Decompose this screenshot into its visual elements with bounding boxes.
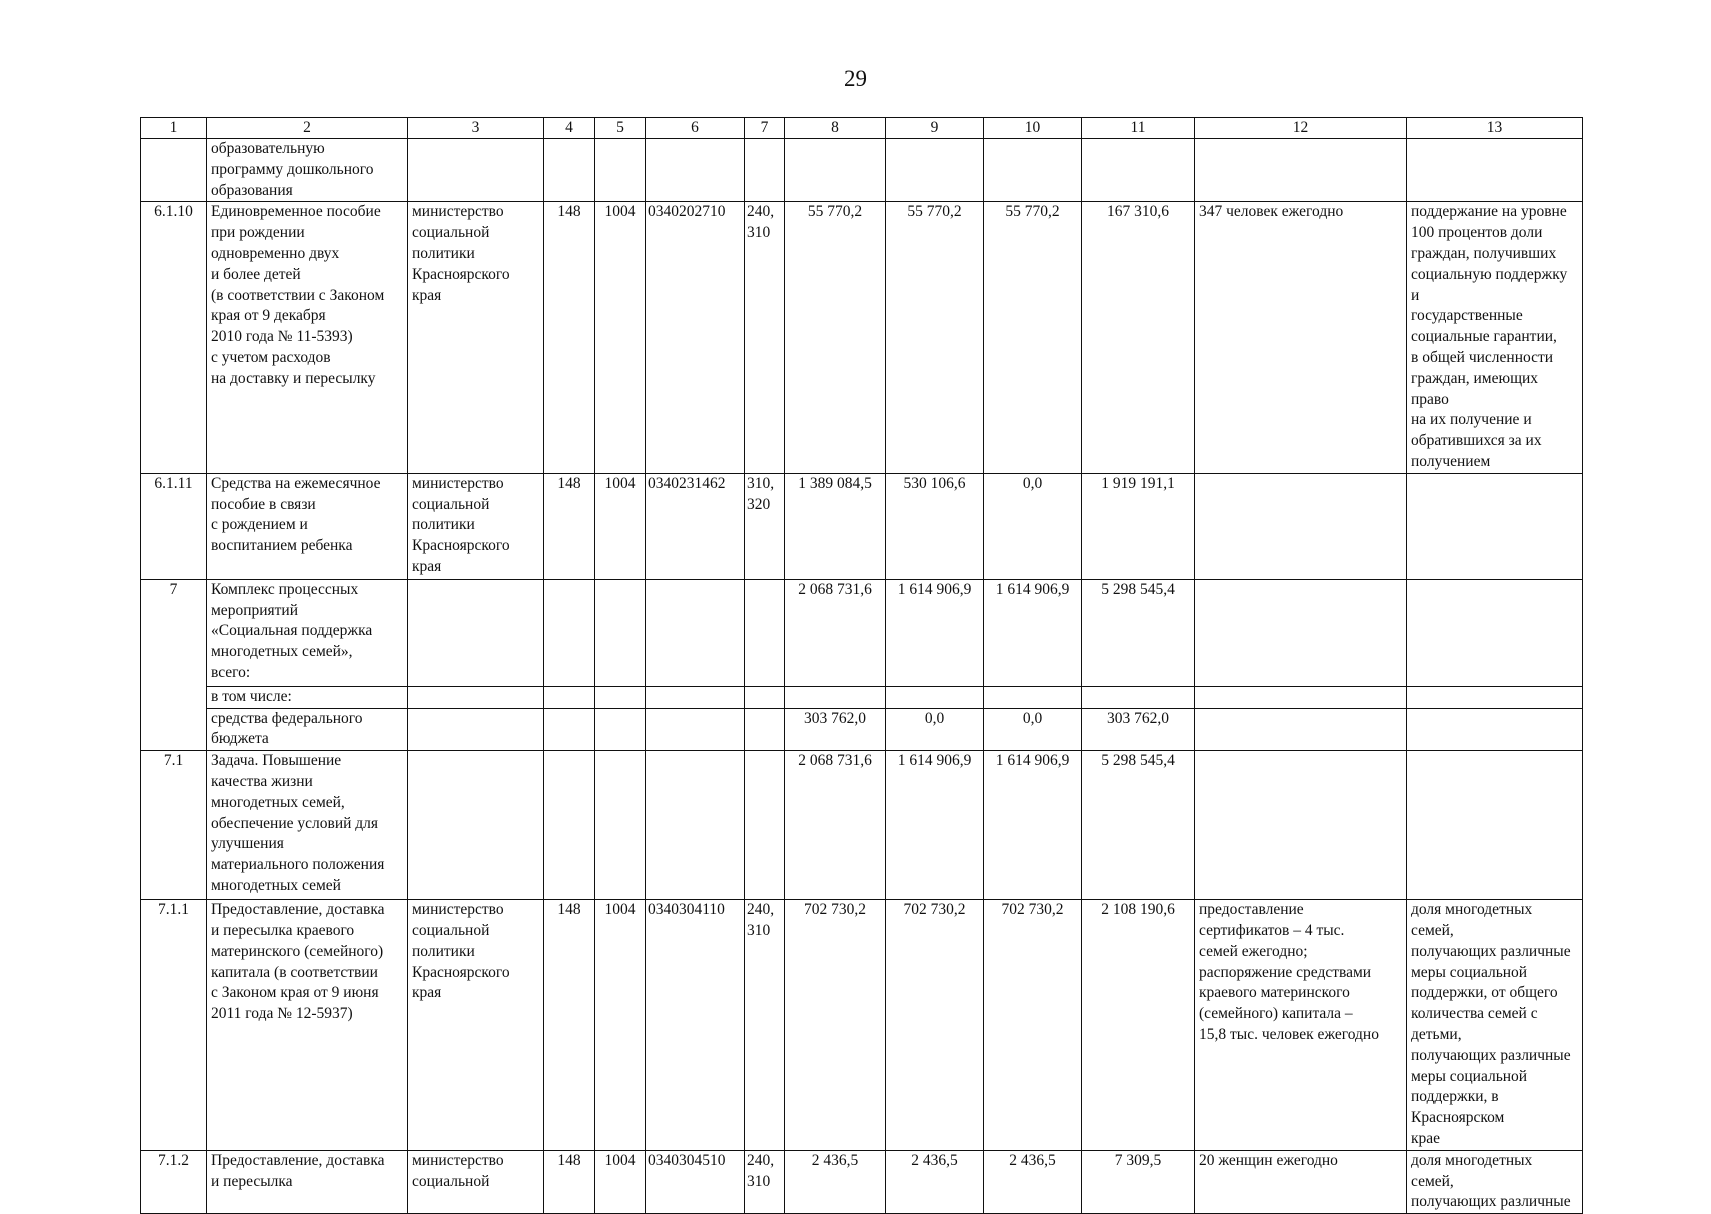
cell-year2 bbox=[886, 139, 984, 202]
cell-number: 7.1 bbox=[141, 751, 207, 900]
col-header-3: 3 bbox=[408, 118, 544, 139]
cell-rzpr bbox=[595, 579, 646, 686]
table-row bbox=[141, 900, 1583, 1151]
program-table bbox=[140, 117, 1583, 1214]
col-header-5: 5 bbox=[595, 118, 646, 139]
cell-grbs bbox=[544, 686, 595, 708]
cell-rzpr bbox=[595, 751, 646, 900]
cell-executor bbox=[408, 139, 544, 202]
cell-result bbox=[1195, 139, 1407, 202]
cell-year3: 55 770,2 bbox=[984, 202, 1082, 473]
cell-year2: 1 614 906,9 bbox=[886, 579, 984, 686]
cell-vr bbox=[745, 686, 785, 708]
cell-vr: 240, 310 bbox=[745, 1150, 785, 1213]
cell-rzpr bbox=[595, 139, 646, 202]
table-row bbox=[141, 473, 1583, 579]
cell-grbs bbox=[544, 708, 595, 751]
col-header-1: 1 bbox=[141, 118, 207, 139]
table-row bbox=[141, 686, 1583, 708]
cell-year2 bbox=[886, 686, 984, 708]
cell-year1: 1 389 084,5 bbox=[785, 473, 886, 579]
cell-result bbox=[1195, 579, 1407, 686]
cell-total: 1 919 191,1 bbox=[1082, 473, 1195, 579]
cell-name: Предоставление, доставка и пересылка bbox=[207, 1150, 408, 1213]
cell-rzpr: 1004 bbox=[595, 900, 646, 1151]
cell-name: Средства на ежемесячное пособие в связи с рождением и воспитанием ребенка bbox=[207, 473, 408, 579]
cell-name: в том числе: bbox=[207, 686, 408, 708]
cell-grbs: 148 bbox=[544, 202, 595, 473]
cell-name: образовательную программу дошкольного образования bbox=[207, 139, 408, 202]
cell-result: 347 человек ежегодно bbox=[1195, 202, 1407, 473]
table-row bbox=[141, 139, 1583, 202]
cell-result bbox=[1195, 686, 1407, 708]
cell-total: 303 762,0 bbox=[1082, 708, 1195, 751]
cell-number: 7 bbox=[141, 579, 207, 750]
table-row bbox=[141, 202, 1583, 473]
cell-year2: 702 730,2 bbox=[886, 900, 984, 1151]
cell-total: 167 310,6 bbox=[1082, 202, 1195, 473]
col-header-4: 4 bbox=[544, 118, 595, 139]
col-header-10: 10 bbox=[984, 118, 1082, 139]
cell-vr bbox=[745, 751, 785, 900]
cell-number: 6.1.11 bbox=[141, 473, 207, 579]
cell-csr bbox=[646, 686, 745, 708]
cell-year3: 0,0 bbox=[984, 708, 1082, 751]
cell-csr: 0340202710 bbox=[646, 202, 745, 473]
cell-vr bbox=[745, 708, 785, 751]
cell-result bbox=[1195, 708, 1407, 751]
col-header-7: 7 bbox=[745, 118, 785, 139]
cell-number: 7.1.1 bbox=[141, 900, 207, 1151]
page-number: 29 bbox=[844, 66, 867, 91]
cell-rzpr bbox=[595, 686, 646, 708]
cell-grbs bbox=[544, 139, 595, 202]
cell-year1: 2 068 731,6 bbox=[785, 751, 886, 900]
cell-year3 bbox=[984, 139, 1082, 202]
cell-executor: министерство социальной политики Красноярского края bbox=[408, 202, 544, 473]
cell-grbs bbox=[544, 579, 595, 686]
cell-indicator bbox=[1407, 473, 1583, 579]
cell-number: 6.1.10 bbox=[141, 202, 207, 473]
cell-indicator bbox=[1407, 579, 1583, 686]
col-header-12: 12 bbox=[1195, 118, 1407, 139]
col-header-13: 13 bbox=[1407, 118, 1583, 139]
table-row bbox=[141, 708, 1583, 751]
cell-executor: министерство социальной bbox=[408, 1150, 544, 1213]
cell-indicator: доля многодетных семей, получающих различные bbox=[1407, 1150, 1583, 1213]
cell-executor bbox=[408, 579, 544, 686]
cell-rzpr: 1004 bbox=[595, 1150, 646, 1213]
cell-name: Задача. Повышение качества жизни многодетных семей, обеспечение условий для улучшения материального положения многодетных семей bbox=[207, 751, 408, 900]
cell-year2: 1 614 906,9 bbox=[886, 751, 984, 900]
cell-vr: 240, 310 bbox=[745, 900, 785, 1151]
cell-csr: 0340304510 bbox=[646, 1150, 745, 1213]
cell-grbs: 148 bbox=[544, 473, 595, 579]
header-row bbox=[141, 118, 1583, 139]
cell-csr bbox=[646, 708, 745, 751]
cell-number bbox=[141, 139, 207, 202]
cell-year3: 702 730,2 bbox=[984, 900, 1082, 1151]
cell-year1: 55 770,2 bbox=[785, 202, 886, 473]
cell-vr: 310, 320 bbox=[745, 473, 785, 579]
cell-csr bbox=[646, 139, 745, 202]
cell-year2: 2 436,5 bbox=[886, 1150, 984, 1213]
cell-year3: 1 614 906,9 bbox=[984, 751, 1082, 900]
cell-name: Комплекс процессных мероприятий «Социальная поддержка многодетных семей», всего: bbox=[207, 579, 408, 686]
cell-year1: 702 730,2 bbox=[785, 900, 886, 1151]
col-header-9: 9 bbox=[886, 118, 984, 139]
cell-result bbox=[1195, 751, 1407, 900]
cell-year2: 0,0 bbox=[886, 708, 984, 751]
cell-vr bbox=[745, 139, 785, 202]
table-row bbox=[141, 579, 1583, 686]
cell-year3: 1 614 906,9 bbox=[984, 579, 1082, 686]
col-header-8: 8 bbox=[785, 118, 886, 139]
cell-total: 5 298 545,4 bbox=[1082, 751, 1195, 900]
cell-year2: 55 770,2 bbox=[886, 202, 984, 473]
cell-total bbox=[1082, 686, 1195, 708]
cell-result: предоставление сертификатов – 4 тыс. семей ежегодно; распоряжение средствами краевого материнского (семейного) капитала – 15,8 тыс. человек ежегодно bbox=[1195, 900, 1407, 1151]
cell-executor bbox=[408, 751, 544, 900]
cell-executor bbox=[408, 708, 544, 751]
cell-year1: 2 436,5 bbox=[785, 1150, 886, 1213]
cell-rzpr: 1004 bbox=[595, 473, 646, 579]
cell-total bbox=[1082, 139, 1195, 202]
table-row bbox=[141, 751, 1583, 900]
cell-csr bbox=[646, 751, 745, 900]
cell-executor bbox=[408, 686, 544, 708]
cell-result bbox=[1195, 473, 1407, 579]
cell-year1: 2 068 731,6 bbox=[785, 579, 886, 686]
col-header-2: 2 bbox=[207, 118, 408, 139]
cell-total: 2 108 190,6 bbox=[1082, 900, 1195, 1151]
cell-year3 bbox=[984, 686, 1082, 708]
cell-indicator: доля многодетных семей, получающих различные меры социальной поддержки, от общего количества семей с детьми, получающих различные меры социальной поддержки, в Красноярском крае bbox=[1407, 900, 1583, 1151]
cell-indicator bbox=[1407, 139, 1583, 202]
cell-year1 bbox=[785, 139, 886, 202]
cell-total: 7 309,5 bbox=[1082, 1150, 1195, 1213]
cell-total: 5 298 545,4 bbox=[1082, 579, 1195, 686]
col-header-6: 6 bbox=[646, 118, 745, 139]
col-header-11: 11 bbox=[1082, 118, 1195, 139]
cell-csr: 0340231462 bbox=[646, 473, 745, 579]
cell-executor: министерство социальной политики Красноярского края bbox=[408, 473, 544, 579]
cell-name: средства федерального бюджета bbox=[207, 708, 408, 751]
cell-grbs bbox=[544, 751, 595, 900]
cell-vr: 240, 310 bbox=[745, 202, 785, 473]
cell-number: 7.1.2 bbox=[141, 1150, 207, 1213]
cell-year3: 2 436,5 bbox=[984, 1150, 1082, 1213]
cell-vr bbox=[745, 579, 785, 686]
cell-grbs: 148 bbox=[544, 900, 595, 1151]
cell-name: Единовременное пособие при рождении одновременно двух и более детей (в соответствии с Законом края от 9 декабря 2010 года № 11-5393) с учетом расходов на доставку и пересылку bbox=[207, 202, 408, 473]
cell-csr bbox=[646, 579, 745, 686]
cell-grbs: 148 bbox=[544, 1150, 595, 1213]
cell-csr: 0340304110 bbox=[646, 900, 745, 1151]
cell-indicator bbox=[1407, 686, 1583, 708]
cell-indicator bbox=[1407, 708, 1583, 751]
cell-year1: 303 762,0 bbox=[785, 708, 886, 751]
cell-year3: 0,0 bbox=[984, 473, 1082, 579]
cell-indicator bbox=[1407, 751, 1583, 900]
cell-indicator: поддержание на уровне 100 процентов доли граждан, получивших социальную поддержку и государственные социальные гарантии, в общей численности граждан, имеющих право на их получение и обратившихся за их получением bbox=[1407, 202, 1583, 473]
cell-executor: министерство социальной политики Красноярского края bbox=[408, 900, 544, 1151]
cell-rzpr: 1004 bbox=[595, 202, 646, 473]
cell-year2: 530 106,6 bbox=[886, 473, 984, 579]
cell-year1 bbox=[785, 686, 886, 708]
cell-name: Предоставление, доставка и пересылка краевого материнского (семейного) капитала (в соответствии с Законом края от 9 июня 2011 года № 12-5937) bbox=[207, 900, 408, 1151]
cell-result: 20 женщин ежегодно bbox=[1195, 1150, 1407, 1213]
cell-rzpr bbox=[595, 708, 646, 751]
table-row bbox=[141, 1150, 1583, 1213]
